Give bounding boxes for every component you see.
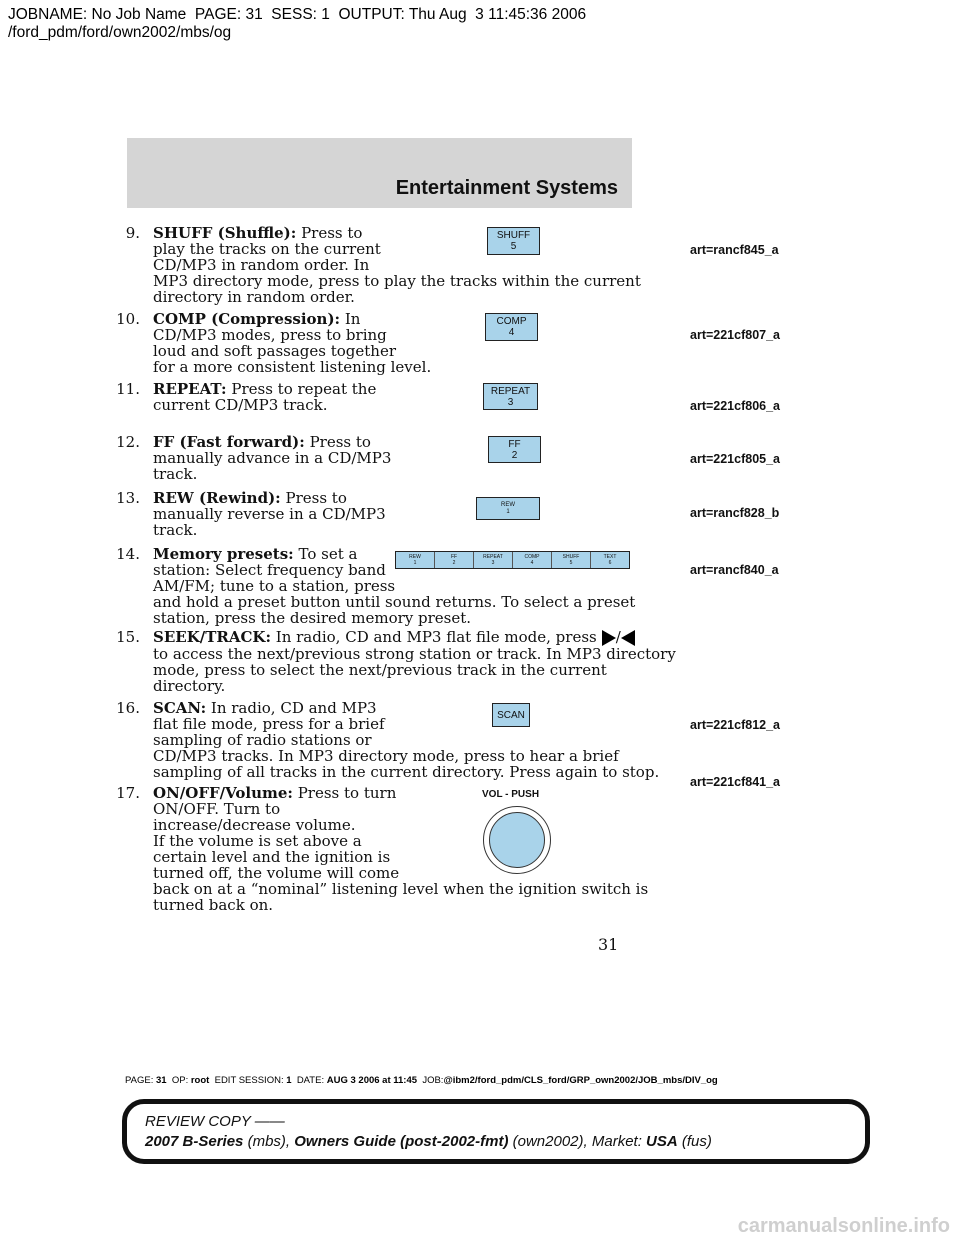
preset-shuff: SHUFF 5 xyxy=(552,552,591,568)
item-line: increase/decrease volume. xyxy=(153,816,356,834)
item-line: for a more consistent listening level. xyxy=(153,358,432,376)
item-line: Press to repeat the xyxy=(231,380,377,398)
item-line: certain level and the ignition is xyxy=(153,848,391,866)
art-reference: art=rancf840_a xyxy=(690,563,779,577)
item-line: Press to xyxy=(309,433,371,451)
item-number: 16. xyxy=(116,699,140,717)
preset-ff: FF 2 xyxy=(435,552,474,568)
item-title: FF (Fast forward): xyxy=(153,433,305,451)
list-item xyxy=(153,490,386,538)
seek-next-icon xyxy=(602,630,616,646)
art-reference: art=rancf845_a xyxy=(690,243,779,257)
item-line: sampling of radio stations or xyxy=(153,731,372,749)
item-line: manually advance in a CD/MP3 xyxy=(153,449,392,467)
list-item xyxy=(153,629,676,694)
item-line: directory in random order. xyxy=(153,288,355,306)
art-reference: art=221cf812_a xyxy=(690,718,781,732)
item-number: 10. xyxy=(116,310,140,328)
item-line: manually reverse in a CD/MP3 xyxy=(153,505,386,523)
section-title: Entertainment Systems xyxy=(395,177,618,199)
list-item xyxy=(153,785,648,913)
item-title: Memory presets: xyxy=(153,545,294,563)
item-line: CD/MP3 tracks. In MP3 directory mode, press to hear a brief xyxy=(153,747,619,765)
page-footer: PAGE: 31 OP: root EDIT SESSION: 1 DATE: AUG 3 2006 at 11:45 JOB:@ibm2/ford_pdm/CLS_ford/GRP_own2002/JOB_mbs/DIV_og xyxy=(125,1075,718,1086)
item-title: REPEAT: xyxy=(153,380,227,398)
preset-text: TEXT 6 xyxy=(603,554,617,566)
comp-button-illustration: COMP 4 xyxy=(485,313,538,341)
item-title: COMP (Compression): xyxy=(153,310,341,328)
item-line: mode, press to select the next/previous track in the current xyxy=(153,661,607,679)
preset-repeat: REPEAT 3 xyxy=(474,552,513,568)
item-number: 13. xyxy=(116,489,140,507)
list-item xyxy=(153,311,431,375)
item-number: 11. xyxy=(116,380,140,398)
item-number: 9. xyxy=(125,224,140,242)
item-line: turned off, the volume will come xyxy=(153,864,400,882)
list-item xyxy=(153,434,391,482)
item-line: If the volume is set above a xyxy=(153,832,362,850)
rew-button-illustration: REW 1 xyxy=(476,497,540,520)
item-line: track. xyxy=(153,521,198,539)
item-line: CD/MP3 in random order. In xyxy=(153,256,370,274)
item-title: REW (Rewind): xyxy=(153,489,281,507)
item-line: flat file mode, press for a brief xyxy=(153,715,385,733)
art-reference: art=221cf805_a xyxy=(690,452,781,466)
item-line: MP3 directory mode, press to play the tracks within the current xyxy=(153,272,641,290)
item-number: 17. xyxy=(116,784,140,802)
repeat-button-illustration: REPEAT 3 xyxy=(483,383,538,410)
item-line: ON/OFF. Turn to xyxy=(153,800,281,818)
item-line: Press to turn xyxy=(297,784,397,802)
job-header-line2: /ford_pdm/ford/own2002/mbs/og xyxy=(8,24,232,41)
watermark: carmanualsonline.info xyxy=(737,1215,950,1237)
seek-previous-icon xyxy=(621,630,635,646)
item-line: directory. xyxy=(153,677,226,695)
item-line: loud and soft passages together xyxy=(153,342,397,360)
item-line: / xyxy=(615,628,621,646)
scan-button-illustration: SCAN xyxy=(492,703,530,727)
item-line: station, press the desired memory preset. xyxy=(153,609,472,627)
item-title: SCAN: xyxy=(153,699,207,717)
volume-knob-label: VOL - PUSH xyxy=(482,789,540,800)
list-item xyxy=(153,700,659,780)
item-line: In xyxy=(344,310,361,328)
item-line: turned back on. xyxy=(153,896,274,914)
item-number: 14. xyxy=(116,545,140,563)
item-line: current CD/MP3 track. xyxy=(153,396,328,414)
preset-comp: COMP 4 xyxy=(513,552,552,568)
item-number: 15. xyxy=(116,628,140,646)
review-copy-line2: 2007 B-Series (mbs), Owners Guide (post-2002-fmt) (own2002), Market: USA (fus) xyxy=(145,1133,712,1150)
shuff-button-illustration: SHUFF 5 xyxy=(487,227,540,255)
page-number: 31 xyxy=(598,935,619,954)
item-line: CD/MP3 modes, press to bring xyxy=(153,326,387,344)
section-header-band xyxy=(127,138,632,208)
item-number: 12. xyxy=(116,433,140,451)
art-reference: art=221cf841_a xyxy=(690,775,781,789)
item-line: to access the next/previous strong station or track. In MP3 directory xyxy=(153,645,676,663)
item-line: Press to xyxy=(301,224,363,242)
job-header xyxy=(8,6,586,42)
preset-buttons-strip xyxy=(395,551,630,569)
art-reference: art=221cf806_a xyxy=(690,399,781,413)
item-line: Press to xyxy=(285,489,347,507)
volume-knob-icon xyxy=(489,812,545,868)
list-item xyxy=(153,381,376,413)
item-line: AM/FM; tune to a station, press xyxy=(153,577,396,595)
item-line: In radio, CD and MP3 xyxy=(210,699,377,717)
art-reference: art=221cf807_a xyxy=(690,328,781,342)
item-title: SEEK/TRACK: xyxy=(153,628,271,646)
item-line: track. xyxy=(153,465,198,483)
item-line: back on at a “nominal” listening level when the ignition switch is xyxy=(153,880,649,898)
review-copy-box xyxy=(122,1099,870,1164)
job-header-line1: JOBNAME: No Job Name PAGE: 31 SESS: 1 OUTPUT: Thu Aug 3 11:45:36 2006 xyxy=(8,6,587,23)
item-line: In radio, CD and MP3 flat file mode, press xyxy=(275,628,597,646)
list-item xyxy=(153,225,641,305)
ff-button-illustration: FF 2 xyxy=(488,436,541,463)
preset-rew: REW 1 xyxy=(396,552,435,568)
review-copy-line1: REVIEW COPY —— xyxy=(145,1113,285,1130)
item-title: ON/OFF/Volume: xyxy=(153,784,293,802)
item-line: play the tracks on the current xyxy=(153,240,381,258)
art-reference: art=rancf828_b xyxy=(690,506,780,520)
item-title: SHUFF (Shuffle): xyxy=(153,224,297,242)
item-line: and hold a preset button until sound returns. To select a preset xyxy=(153,593,636,611)
item-line: station: Select frequency band xyxy=(153,561,386,579)
item-line: sampling of all tracks in the current directory. Press again to stop. xyxy=(153,763,660,781)
item-line: To set a xyxy=(298,545,358,563)
